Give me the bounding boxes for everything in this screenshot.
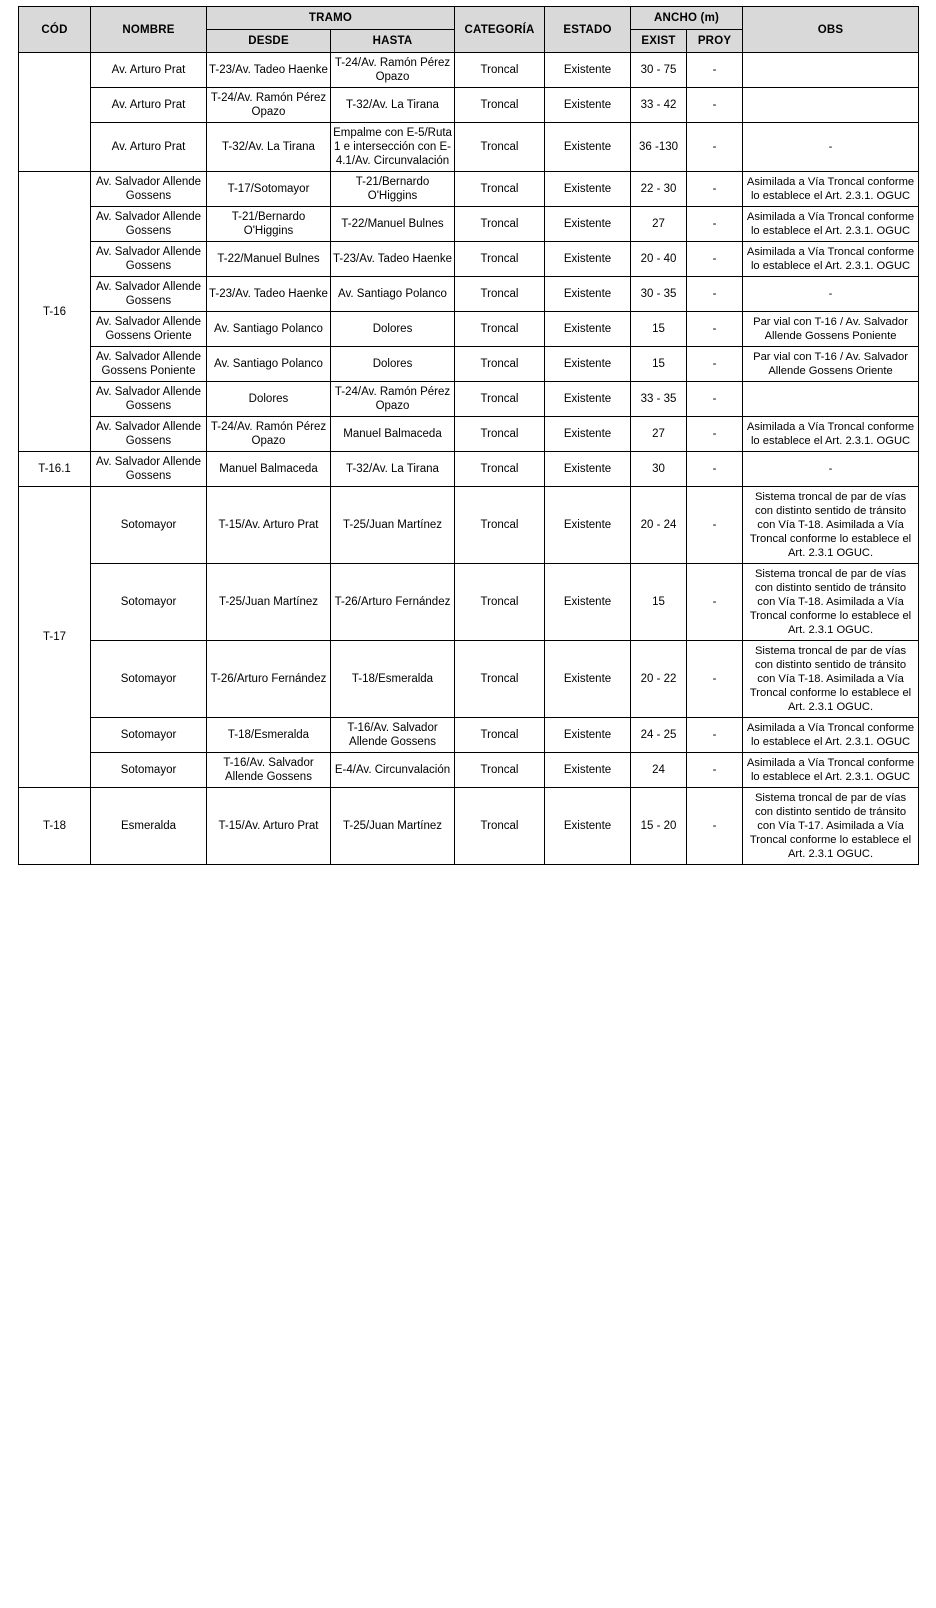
cell-obs	[743, 53, 919, 88]
cell-ancho-exist: 15	[631, 564, 687, 641]
cell-nombre: Av. Arturo Prat	[91, 53, 207, 88]
cell-categoria: Troncal	[455, 452, 545, 487]
cell-categoria: Troncal	[455, 788, 545, 865]
header-estado: ESTADO	[545, 7, 631, 53]
cell-estado: Existente	[545, 88, 631, 123]
table-header	[19, 7, 919, 53]
cell-categoria: Troncal	[455, 417, 545, 452]
cell-categoria: Troncal	[455, 123, 545, 172]
cell-hasta: T-25/Juan Martínez	[331, 487, 455, 564]
cell-hasta: Dolores	[331, 347, 455, 382]
cell-nombre: Sotomayor	[91, 564, 207, 641]
cell-estado: Existente	[545, 172, 631, 207]
cell-desde: T-25/Juan Martínez	[207, 564, 331, 641]
cell-desde: T-15/Av. Arturo Prat	[207, 487, 331, 564]
cell-categoria: Troncal	[455, 242, 545, 277]
cell-ancho-exist: 36 -130	[631, 123, 687, 172]
cell-obs: Par vial con T-16 / Av. Salvador Allende Gossens Oriente	[743, 347, 919, 382]
header-categoria: CATEGORÍA	[455, 7, 545, 53]
cell-desde: T-21/Bernardo O'Higgins	[207, 207, 331, 242]
cell-obs: Asimilada a Vía Troncal conforme lo establece el Art. 2.3.1. OGUC	[743, 172, 919, 207]
cell-ancho-proy: -	[687, 788, 743, 865]
cell-ancho-exist: 22 - 30	[631, 172, 687, 207]
cell-nombre: Sotomayor	[91, 641, 207, 718]
cell-ancho-exist: 20 - 24	[631, 487, 687, 564]
cell-estado: Existente	[545, 123, 631, 172]
table-row	[19, 487, 919, 564]
cell-estado: Existente	[545, 788, 631, 865]
cell-categoria: Troncal	[455, 753, 545, 788]
cell-categoria: Troncal	[455, 487, 545, 564]
cell-ancho-proy: -	[687, 242, 743, 277]
cell-cod	[19, 53, 91, 172]
cell-estado: Existente	[545, 207, 631, 242]
cell-estado: Existente	[545, 487, 631, 564]
cell-obs: Sistema troncal de par de vías con distinto sentido de tránsito con Vía T-18. Asimilada a Vía Troncal conforme lo establece el Art. 2.3.1 OGUC.	[743, 564, 919, 641]
table-row	[19, 417, 919, 452]
cell-ancho-exist: 33 - 42	[631, 88, 687, 123]
header-row-1	[19, 7, 919, 30]
cell-ancho-proy: -	[687, 487, 743, 564]
cell-hasta: T-24/Av. Ramón Pérez Opazo	[331, 53, 455, 88]
cell-cod: T-16	[19, 172, 91, 452]
cell-hasta: T-26/Arturo Fernández	[331, 564, 455, 641]
cell-nombre: Sotomayor	[91, 718, 207, 753]
cell-ancho-exist: 30	[631, 452, 687, 487]
cell-nombre: Av. Salvador Allende Gossens Oriente	[91, 312, 207, 347]
cell-estado: Existente	[545, 347, 631, 382]
cell-nombre: Av. Salvador Allende Gossens	[91, 382, 207, 417]
cell-nombre: Sotomayor	[91, 487, 207, 564]
cell-desde: T-24/Av. Ramón Pérez Opazo	[207, 88, 331, 123]
cell-obs: Asimilada a Vía Troncal conforme lo establece el Art. 2.3.1. OGUC	[743, 417, 919, 452]
cell-desde: Av. Santiago Polanco	[207, 312, 331, 347]
cell-obs: -	[743, 123, 919, 172]
table-body	[19, 53, 919, 865]
cell-estado: Existente	[545, 564, 631, 641]
cell-desde: T-18/Esmeralda	[207, 718, 331, 753]
cell-desde: T-32/Av. La Tirana	[207, 123, 331, 172]
cell-categoria: Troncal	[455, 88, 545, 123]
cell-estado: Existente	[545, 718, 631, 753]
cell-estado: Existente	[545, 277, 631, 312]
table-row	[19, 207, 919, 242]
table-row	[19, 641, 919, 718]
header-nombre: NOMBRE	[91, 7, 207, 53]
cell-hasta: T-23/Av. Tadeo Haenke	[331, 242, 455, 277]
cell-obs: Par vial con T-16 / Av. Salvador Allende Gossens Poniente	[743, 312, 919, 347]
cell-categoria: Troncal	[455, 312, 545, 347]
cell-ancho-proy: -	[687, 277, 743, 312]
cell-obs: Sistema troncal de par de vías con distinto sentido de tránsito con Vía T-17. Asimilada a Vía Troncal conforme lo establece el Art. 2.3.1 OGUC.	[743, 788, 919, 865]
cell-ancho-exist: 30 - 35	[631, 277, 687, 312]
cell-nombre: Av. Arturo Prat	[91, 123, 207, 172]
cell-ancho-exist: 15 - 20	[631, 788, 687, 865]
cell-hasta: E-4/Av. Circunvalación	[331, 753, 455, 788]
cell-categoria: Troncal	[455, 641, 545, 718]
cell-hasta: Empalme con E-5/Ruta 1 e intersección con E-4.1/Av. Circunvalación	[331, 123, 455, 172]
cell-obs: -	[743, 452, 919, 487]
cell-cod: T-16.1	[19, 452, 91, 487]
cell-hasta: T-16/Av. Salvador Allende Gossens	[331, 718, 455, 753]
cell-categoria: Troncal	[455, 564, 545, 641]
cell-estado: Existente	[545, 53, 631, 88]
cell-obs: Asimilada a Vía Troncal conforme lo establece el Art. 2.3.1. OGUC	[743, 753, 919, 788]
cell-cod: T-18	[19, 788, 91, 865]
cell-ancho-proy: -	[687, 718, 743, 753]
cell-ancho-proy: -	[687, 172, 743, 207]
cell-categoria: Troncal	[455, 207, 545, 242]
header-tramo: TRAMO	[207, 7, 455, 30]
cell-estado: Existente	[545, 641, 631, 718]
cell-ancho-proy: -	[687, 347, 743, 382]
cell-desde: Av. Santiago Polanco	[207, 347, 331, 382]
cell-hasta: T-21/Bernardo O'Higgins	[331, 172, 455, 207]
cell-desde: T-23/Av. Tadeo Haenke	[207, 277, 331, 312]
cell-nombre: Av. Salvador Allende Gossens	[91, 417, 207, 452]
cell-ancho-proy: -	[687, 312, 743, 347]
table-row	[19, 88, 919, 123]
cell-hasta: Manuel Balmaceda	[331, 417, 455, 452]
cell-estado: Existente	[545, 242, 631, 277]
cell-ancho-proy: -	[687, 417, 743, 452]
cell-hasta: T-18/Esmeralda	[331, 641, 455, 718]
cell-ancho-proy: -	[687, 452, 743, 487]
header-cod: CÓD	[19, 7, 91, 53]
cell-estado: Existente	[545, 417, 631, 452]
cell-hasta: T-24/Av. Ramón Pérez Opazo	[331, 382, 455, 417]
cell-hasta: T-22/Manuel Bulnes	[331, 207, 455, 242]
table-row	[19, 277, 919, 312]
cell-ancho-exist: 24 - 25	[631, 718, 687, 753]
table-row	[19, 788, 919, 865]
cell-desde: Dolores	[207, 382, 331, 417]
cell-estado: Existente	[545, 382, 631, 417]
cell-obs	[743, 382, 919, 417]
cell-ancho-exist: 24	[631, 753, 687, 788]
cell-hasta: Av. Santiago Polanco	[331, 277, 455, 312]
cell-categoria: Troncal	[455, 382, 545, 417]
cell-nombre: Av. Salvador Allende Gossens	[91, 452, 207, 487]
cell-desde: T-17/Sotomayor	[207, 172, 331, 207]
cell-desde: T-23/Av. Tadeo Haenke	[207, 53, 331, 88]
cell-ancho-proy: -	[687, 123, 743, 172]
cell-ancho-proy: -	[687, 382, 743, 417]
cell-obs: Sistema troncal de par de vías con distinto sentido de tránsito con Vía T-18. Asimilada a Vía Troncal conforme lo establece el Art. 2.3.1 OGUC.	[743, 641, 919, 718]
cell-ancho-exist: 15	[631, 347, 687, 382]
cell-estado: Existente	[545, 452, 631, 487]
cell-obs	[743, 88, 919, 123]
cell-ancho-proy: -	[687, 53, 743, 88]
cell-ancho-proy: -	[687, 564, 743, 641]
cell-obs: -	[743, 277, 919, 312]
table-row	[19, 452, 919, 487]
cell-categoria: Troncal	[455, 53, 545, 88]
cell-nombre: Av. Salvador Allende Gossens	[91, 277, 207, 312]
cell-ancho-exist: 30 - 75	[631, 53, 687, 88]
cell-nombre: Av. Salvador Allende Gossens Poniente	[91, 347, 207, 382]
cell-hasta: Dolores	[331, 312, 455, 347]
cell-desde: T-15/Av. Arturo Prat	[207, 788, 331, 865]
cell-ancho-proy: -	[687, 753, 743, 788]
header-desde: DESDE	[207, 30, 331, 53]
cell-estado: Existente	[545, 753, 631, 788]
cell-nombre: Av. Salvador Allende Gossens	[91, 242, 207, 277]
cell-categoria: Troncal	[455, 718, 545, 753]
cell-categoria: Troncal	[455, 172, 545, 207]
table-row	[19, 718, 919, 753]
cell-hasta: T-32/Av. La Tirana	[331, 88, 455, 123]
table-row	[19, 53, 919, 88]
cell-cod: T-17	[19, 487, 91, 788]
header-exist: EXIST	[631, 30, 687, 53]
cell-nombre: Esmeralda	[91, 788, 207, 865]
cell-ancho-exist: 20 - 40	[631, 242, 687, 277]
cell-ancho-exist: 27	[631, 417, 687, 452]
header-ancho: ANCHO (m)	[631, 7, 743, 30]
cell-obs: Asimilada a Vía Troncal conforme lo establece el Art. 2.3.1. OGUC	[743, 207, 919, 242]
cell-ancho-proy: -	[687, 88, 743, 123]
cell-desde: T-26/Arturo Fernández	[207, 641, 331, 718]
header-obs: OBS	[743, 7, 919, 53]
cell-desde: T-24/Av. Ramón Pérez Opazo	[207, 417, 331, 452]
cell-nombre: Sotomayor	[91, 753, 207, 788]
table-row	[19, 382, 919, 417]
table-row	[19, 312, 919, 347]
table-row	[19, 123, 919, 172]
cell-hasta: T-25/Juan Martínez	[331, 788, 455, 865]
cell-nombre: Av. Arturo Prat	[91, 88, 207, 123]
cell-nombre: Av. Salvador Allende Gossens	[91, 207, 207, 242]
table-row	[19, 347, 919, 382]
cell-desde: T-22/Manuel Bulnes	[207, 242, 331, 277]
cell-hasta: T-32/Av. La Tirana	[331, 452, 455, 487]
table-row	[19, 172, 919, 207]
cell-obs: Asimilada a Vía Troncal conforme lo establece el Art. 2.3.1. OGUC	[743, 718, 919, 753]
header-proy: PROY	[687, 30, 743, 53]
cell-categoria: Troncal	[455, 347, 545, 382]
header-hasta: HASTA	[331, 30, 455, 53]
cell-ancho-proy: -	[687, 641, 743, 718]
cell-obs: Asimilada a Vía Troncal conforme lo establece el Art. 2.3.1. OGUC	[743, 242, 919, 277]
cell-ancho-exist: 15	[631, 312, 687, 347]
cell-desde: Manuel Balmaceda	[207, 452, 331, 487]
cell-desde: T-16/Av. Salvador Allende Gossens	[207, 753, 331, 788]
road-network-table	[18, 6, 919, 865]
cell-categoria: Troncal	[455, 277, 545, 312]
cell-ancho-exist: 27	[631, 207, 687, 242]
cell-ancho-exist: 33 - 35	[631, 382, 687, 417]
table-row	[19, 242, 919, 277]
cell-obs: Sistema troncal de par de vías con distinto sentido de tránsito con Vía T-18. Asimilada a Vía Troncal conforme lo establece el Art. 2.3.1 OGUC.	[743, 487, 919, 564]
cell-estado: Existente	[545, 312, 631, 347]
cell-ancho-proy: -	[687, 207, 743, 242]
cell-nombre: Av. Salvador Allende Gossens	[91, 172, 207, 207]
table-row	[19, 753, 919, 788]
cell-ancho-exist: 20 - 22	[631, 641, 687, 718]
table-row	[19, 564, 919, 641]
